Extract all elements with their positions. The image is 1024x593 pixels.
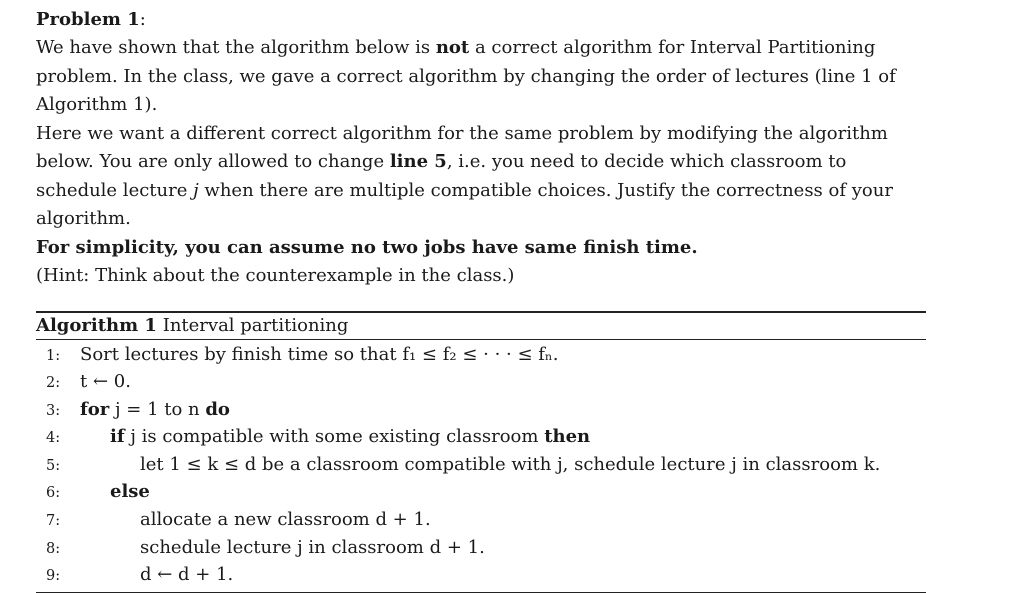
problem-paragraph-assumption: For simplicity, you can assume no two jobs have same finish time. bbox=[36, 236, 698, 258]
algorithm-lines bbox=[36, 340, 926, 592]
problem-paragraph-1: We have shown that the algorithm below is not a correct algorithm for Interval Partitioning problem. In the class, we gave a correct algorithm by changing the order of lectures (line 1 of Algorithm 1). bbox=[36, 37, 896, 115]
problem-document bbox=[36, 6, 926, 593]
line-number: 5: bbox=[46, 457, 61, 474]
algorithm-line-7 bbox=[36, 507, 926, 535]
line-text: let 1 ≤ k ≤ d be a classroom compatible with j, schedule lecture j in classroom k. bbox=[140, 453, 881, 475]
algorithm-name: Interval partitioning bbox=[162, 314, 349, 336]
algorithm-line-4 bbox=[36, 424, 926, 452]
line-text: t ← 0. bbox=[80, 371, 131, 393]
algorithm-box bbox=[36, 311, 926, 593]
emphasis-not: not bbox=[435, 37, 470, 58]
algorithm-line-3 bbox=[36, 397, 926, 425]
line-number: 3: bbox=[46, 402, 61, 419]
emphasis-line5: line 5 bbox=[389, 151, 447, 172]
algorithm-line-8 bbox=[36, 535, 926, 563]
algorithm-label: Algorithm 1 bbox=[36, 314, 157, 336]
algorithm-line-9 bbox=[36, 562, 926, 590]
problem-paragraph-2: Here we want a different correct algorithm for the same problem by modifying the algorithm below. You are only allowed to change line 5, i.e. you need to decide which classroom to schedule lecture j when there are multiple compatible choices. Justify the correctness of your algorithm. bbox=[36, 122, 893, 229]
line-text: for j = 1 to n do bbox=[80, 398, 230, 420]
line-number: 2: bbox=[46, 375, 61, 392]
algorithm-line-5 bbox=[36, 452, 926, 480]
line-text: Sort lectures by finish time so that f₁ ≤ f₂ ≤ · · · ≤ fₙ. bbox=[80, 343, 559, 365]
line-text: allocate a new classroom d + 1. bbox=[140, 509, 431, 531]
line-number: 7: bbox=[46, 513, 61, 530]
algorithm-line-6 bbox=[36, 479, 926, 507]
line-number: 9: bbox=[46, 568, 61, 585]
line-number: 1: bbox=[46, 347, 61, 364]
line-text: if j is compatible with some existing classroom then bbox=[110, 426, 591, 448]
line-text: d ← d + 1. bbox=[140, 564, 234, 586]
line-text: schedule lecture j in classroom d + 1. bbox=[140, 536, 485, 558]
problem-title: Problem 1: bbox=[36, 9, 146, 30]
line-number: 8: bbox=[46, 540, 61, 557]
line-text: else bbox=[110, 481, 150, 503]
problem-hint: (Hint: Think about the counterexample in the class.) bbox=[36, 265, 515, 286]
line-number: 6: bbox=[46, 485, 61, 502]
algorithm-line-1 bbox=[36, 342, 926, 370]
algorithm-line-2 bbox=[36, 369, 926, 397]
line-number: 4: bbox=[46, 430, 61, 447]
algorithm-caption bbox=[36, 313, 926, 340]
